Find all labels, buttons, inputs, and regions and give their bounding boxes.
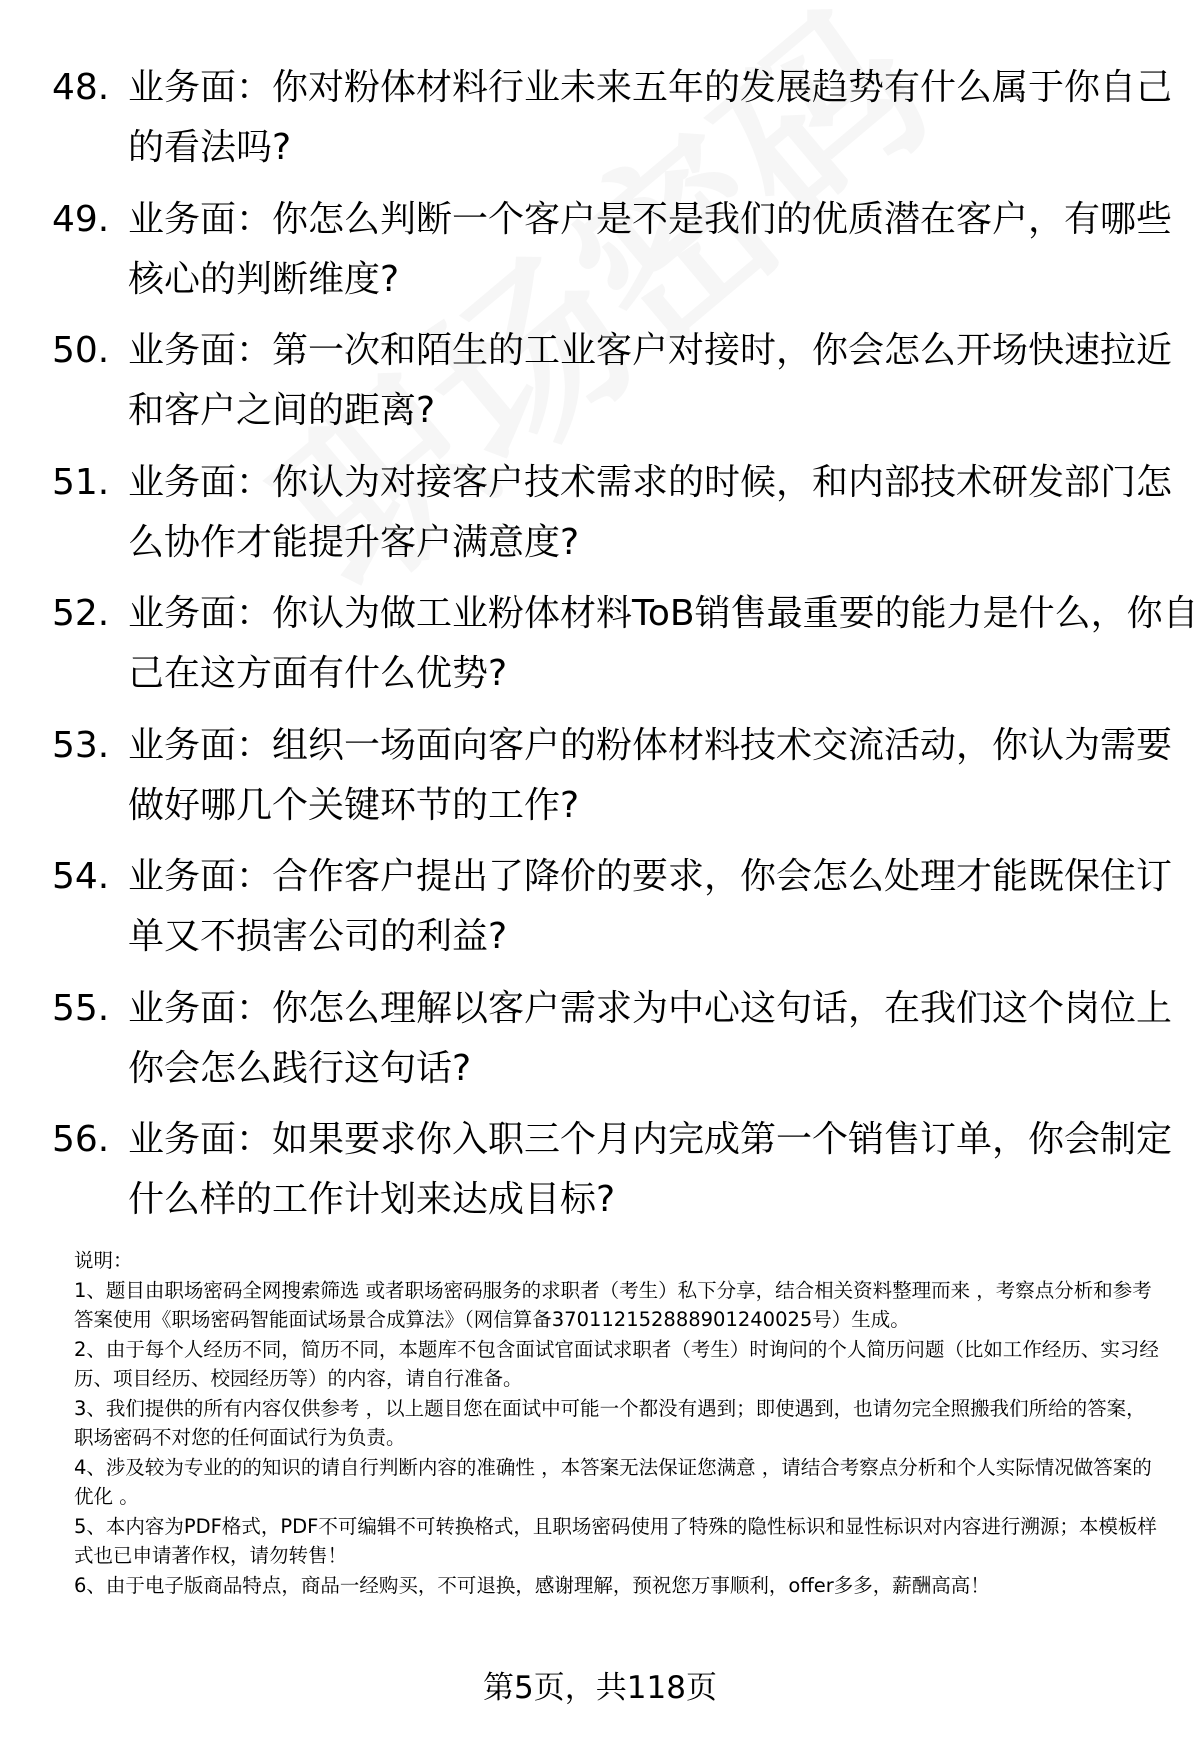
question-text: 业务面：你怎么判断一个客户是不是我们的优质潜在客户，有哪些核心的判断维度?: [128, 198, 1173, 300]
question-number: 55.: [52, 987, 110, 1029]
question-number: 56.: [52, 1119, 110, 1160]
question-text: 业务面：组织一场面向客户的粉体材料技术交流活动，你认为需要做好哪几个关键环节的工作?: [128, 724, 1173, 826]
question-item: [52, 584, 1199, 704]
question-text: 业务面：你认为对接客户技术需求的时候，和内部技术研发部门怎么协作才能提升客户满意度?: [128, 461, 1173, 563]
question-item: [52, 453, 1173, 573]
question-list: [52, 58, 1199, 1242]
question-item: [52, 190, 1173, 310]
question-item: [52, 716, 1173, 836]
question-text: 业务面：你怎么理解以客户需求为中心这句话，在我们这个岗位上你会怎么践行这句话?: [128, 987, 1173, 1089]
question-number: 53.: [52, 724, 110, 766]
question-number: 50.: [52, 330, 110, 371]
question-text: 业务面：如果要求你入职三个月内完成第一个销售订单，你会制定什么样的工作计划来达成目标?: [128, 1119, 1173, 1220]
note-item: 2、由于每个人经历不同，简历不同，本题库不包含面试官面试求职者（考生）时询问的个人简历问题（比如工作经历、实习经历、项目经历、校园经历等）的内容，请自行准备。: [74, 1337, 1159, 1390]
note-item: 4、涉及较为专业的的知识的请自行判断内容的准确性 ，本答案无法保证您满意 ，请结合考察点分析和个人实际情况做答案的优化 。: [74, 1455, 1152, 1508]
question-text: 业务面：第一次和陌生的工业客户对接时，你会怎么开场快速拉近和客户之间的距离?: [128, 330, 1173, 431]
page-number-footer: 第5页，共118页: [483, 1670, 717, 1706]
question-number: 54.: [52, 856, 110, 897]
question-item: [52, 58, 1173, 178]
question-number: 51.: [52, 461, 110, 503]
notes-section: [74, 1246, 1159, 1600]
note-item: 1、题目由职场密码全网搜索筛选 或者职场密码服务的求职者（考生）私下分享，结合相关资料整理而来 ，考察点分析和参考答案使用《职场密码智能面试场景合成算法》（网信算备37011215288890124002​5号）生成。: [74, 1278, 1152, 1331]
question-item: [52, 1110, 1173, 1230]
question-item: [52, 321, 1173, 441]
question-number: 48.: [52, 67, 110, 108]
note-item: 5、本内容为PDF格式，PDF不可编辑不可转换格式，且职场密码使用了特殊的隐性标识和显性标识对内容进行溯源；本模板样式也已申请著作权，请勿转售！: [74, 1514, 1157, 1567]
note-item: 3、我们提供的所有内容仅供参考 ，以上题目您在面试中可能一个都没有遇到；即使遇到，也请勿完全照搬我们所给的答案，职场密码不对您的任何面试行为负责。: [74, 1396, 1146, 1449]
question-number: 52.: [52, 593, 110, 634]
notes-title: 说明：: [74, 1249, 133, 1272]
question-text: 业务面：你认为做工业粉体材料ToB销售最重要的能力是什么，你自己在这方面有什么优势?: [128, 593, 1199, 694]
question-text: 业务面：合作客户提出了降价的要求，你会怎么处理才能既保住订单又不损害公司的利益?: [128, 856, 1173, 957]
question-item: [52, 847, 1173, 967]
question-item: [52, 979, 1173, 1099]
note-item: 6、由于电子版商品特点，商品一经购买，不可退换，感谢理解，预祝您万事顺利，offer多多，薪酬高高！: [74, 1573, 990, 1597]
question-number: 49.: [52, 198, 110, 240]
question-text: 业务面：你对粉体材料行业未来五年的发展趋势有什么属于你自己的看法吗?: [128, 67, 1173, 168]
